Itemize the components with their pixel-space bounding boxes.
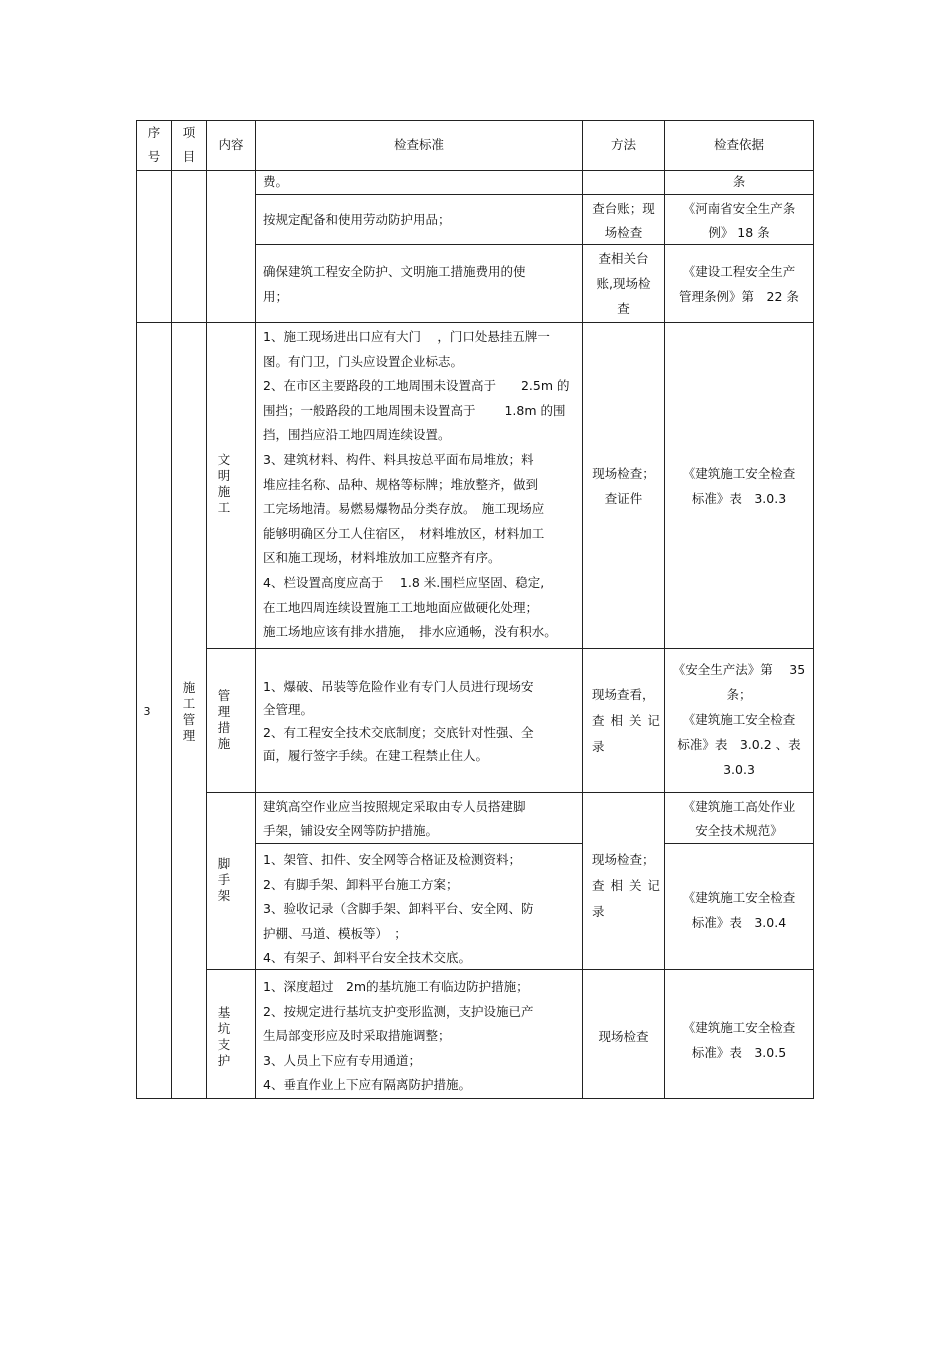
header-item: 项 目 — [182, 125, 196, 164]
content-label: 文 明 施 工 — [217, 452, 231, 515]
col-border — [813, 120, 814, 1098]
standard-text: 1、深度超过 2m的基坑施工有临边防护措施； 2、按规定进行基坑支护变形监测，支护设施已产 生局部变形应及时采取措施调整； 3、人员上下应有专用通道； 4、垂直作业上下应有隔离防护措施。 — [263, 979, 534, 1092]
table-top-border — [136, 120, 814, 121]
row-border — [255, 194, 814, 195]
header-standard: 检查标准 — [393, 137, 444, 152]
method-text: 现场检查 — [598, 1029, 649, 1044]
basis-text: 《建筑施工安全检查 标准》表 3.0.4 — [682, 890, 796, 930]
basis-text: 《建设工程安全生产 管理条例》第 22 条 — [679, 264, 799, 304]
item-label: 施 工 管 理 — [182, 680, 196, 743]
header-method: 方法 — [610, 137, 636, 152]
content-label: 脚 手 架 — [217, 856, 231, 903]
row-border — [255, 843, 582, 844]
basis-text: 《建筑施工安全检查 标准》表 3.0.5 — [682, 1020, 796, 1060]
col-border — [255, 120, 256, 1098]
content-label: 管 理 措 施 — [217, 688, 231, 751]
method-text: 查相关台 账,现场检 查 — [596, 251, 651, 316]
standard-text: 确保建筑工程安全防护、文明施工措施费用的使 用； — [263, 264, 526, 304]
table-bottom-border — [136, 1098, 814, 1099]
standard-text: 按规定配备和使用劳动防护用品； — [263, 212, 451, 227]
standard-text: 1、施工现场进出口应有大门 ，门口处悬挂五牌一 图。有门卫，门头应设置企业标志。 2、在市区主要路段的工地周围未设置高于 2.5m 的 围挡；一般路段的工地周围未设置高于 1.8m 的围 挡，围挡应沿工地四周连续设置。 3、建筑材料、构件、料具按总平面布局堆放；料 堆应挂名称、品种、规格等标牌；堆放整齐，做到 工完场地清。易燃易爆物品分类存放。 施工现场应 能够明确区分工人住宿区， 材料堆放区，材料加工 区和施工现场，材料堆放加工应整齐有序。 4、栏设置高度应高于 1.8 米.围栏应坚固、稳定, 在工地四周连续设置施工工地地面应做硬化处理； 施工场地应该有排水措施， 排水应通畅，没有积水。 — [263, 329, 570, 640]
row-border — [206, 792, 814, 793]
col-border — [136, 120, 137, 1098]
standard-text: 建筑高空作业应当按照规定采取由专人员搭建脚 手架，铺设安全网等防护措施。 — [263, 799, 526, 838]
method-text: 现场检查； 查 相 关 记 录 — [592, 852, 661, 919]
header-seq: 序 号 — [147, 125, 161, 164]
col-border — [206, 120, 207, 1098]
standard-text: 1、爆破、吊装等危险作业有专门人员进行现场安 全管理。 2、有工程安全技术交底制度；交底针对性强、全 面，履行签字手续。在建工程禁止住人。 — [263, 679, 534, 763]
basis-text: 《河南省安全生产条 例》 18 条 — [682, 201, 796, 240]
row-border — [664, 843, 814, 844]
header-basis: 检查依据 — [713, 137, 764, 152]
standard-text: 费。 — [263, 174, 289, 189]
col-border — [171, 120, 172, 1098]
method-text: 现场查看， 查 相 关 记 录 — [592, 687, 661, 754]
method-text: 查台账；现 场检查 — [592, 201, 655, 240]
basis-text: 《建筑施工安全检查 标准》表 3.0.3 — [682, 466, 796, 506]
method-text: 现场检查； 查证件 — [592, 466, 655, 506]
header-bottom-border — [136, 170, 814, 171]
row-border — [206, 648, 814, 649]
header-content: 内容 — [218, 137, 244, 152]
content-label: 基 坑 支 护 — [217, 1005, 231, 1068]
basis-text: 《安全生产法》第 35 条； 《建筑施工安全检查 标准》表 3.0.2 、表 3.0.3 — [672, 662, 806, 777]
seq-number: 3 — [143, 705, 151, 718]
standard-text: 1、架管、扣件、安全网等合格证及检测资料； 2、有脚手架、卸料平台施工方案； 3、验收记录（含脚手架、卸料平台、安全网、防 护棚、马道、模板等） ； 4、有架子、卸料平台安全技术交底。 — [263, 852, 534, 965]
basis-text: 条 — [732, 174, 746, 189]
group-border — [136, 322, 814, 323]
basis-text: 《建筑施工高处作业 安全技术规范》 — [682, 799, 796, 838]
